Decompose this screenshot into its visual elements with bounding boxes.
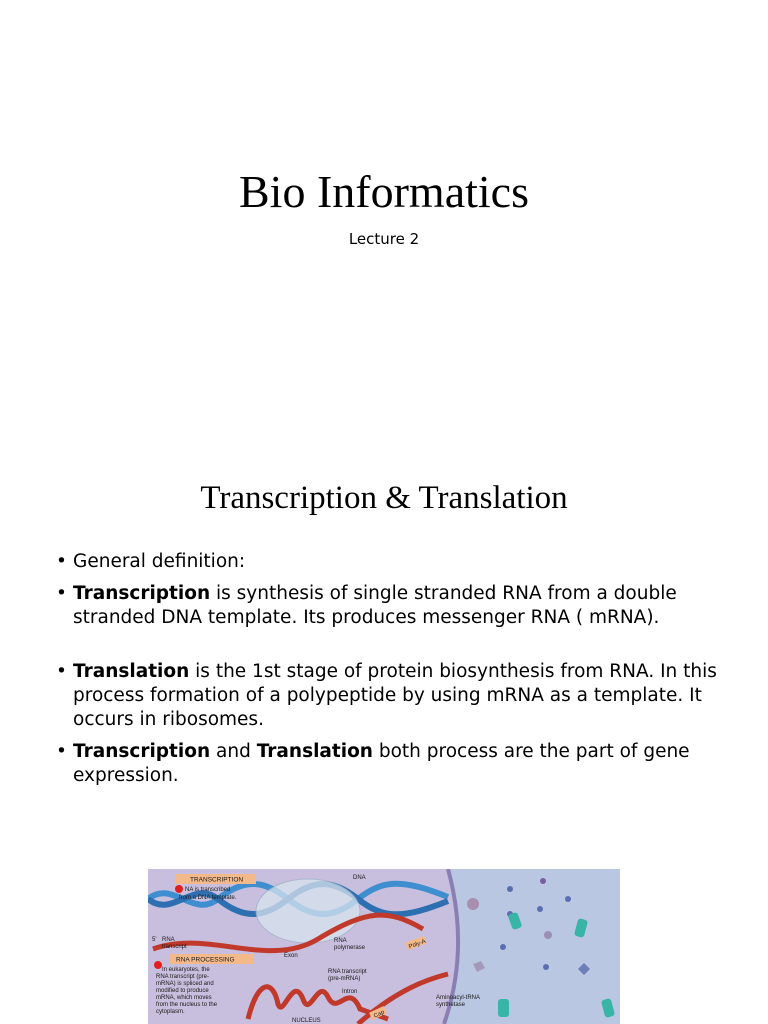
molecule-dot xyxy=(507,886,513,892)
trna-molecule xyxy=(574,918,588,938)
molecule-dot xyxy=(544,931,552,939)
label-eukaryotes-note: mRNA, which moves xyxy=(156,995,212,1001)
label-rna-processing: RNA PROCESSING xyxy=(176,956,235,964)
label-intron: Intron xyxy=(342,989,358,995)
ribosome-subunit xyxy=(467,898,479,910)
molecule-dot xyxy=(540,878,546,884)
slide-title: Bio Informatics xyxy=(239,166,529,217)
term-transcription: Transcription xyxy=(73,741,211,762)
label-dna: DNA xyxy=(353,875,366,881)
bullet-gene-expression xyxy=(56,740,746,788)
label-poly-a: Poly-A xyxy=(408,938,427,951)
label-cap: Cap xyxy=(373,1009,386,1020)
label-eukaryotes-note: RNA transcript (pre- xyxy=(156,974,210,980)
label-transcription-note: NA is transcribed xyxy=(185,887,231,893)
molecule-diamond xyxy=(578,963,590,975)
label-rna-transcript: RNA xyxy=(162,937,175,943)
label-exon: Exon xyxy=(284,953,298,959)
bullet-list xyxy=(56,550,746,788)
label-rna-polymerase: polymerase xyxy=(334,945,366,951)
term-translation: Translation xyxy=(256,741,373,762)
label-pre-mrna: (pre-mRNA) xyxy=(328,976,361,982)
molecule-dot xyxy=(565,896,571,902)
molecule-blob xyxy=(473,961,485,972)
diagram-illustration xyxy=(148,869,620,1024)
bullet-general-definition xyxy=(56,550,746,574)
label-rna-polymerase: RNA xyxy=(334,938,347,944)
label-eukaryotes-note: In eukaryotes, the xyxy=(162,967,210,973)
label-eukaryotes-note: mRNA) is spliced and xyxy=(156,981,214,987)
label-transcription-note: from a DNA template. xyxy=(179,895,237,901)
label-five-prime: 5' xyxy=(152,937,157,943)
label-eukaryotes-note: cytoplasm. xyxy=(156,1009,185,1015)
step-marker-2 xyxy=(154,961,162,969)
bullet-transcription xyxy=(56,582,746,630)
slide-subtitle: Lecture 2 xyxy=(348,230,420,248)
label-eukaryotes-note: modified to produce xyxy=(156,988,209,994)
label-synthetase: Aminoacyl-tRNA xyxy=(436,995,481,1001)
molecule-dot xyxy=(537,906,543,912)
term-transcription: Transcription xyxy=(73,583,211,604)
molecule-dot xyxy=(500,944,506,950)
bullet-text: both process are the part of gene expression. xyxy=(73,741,690,786)
label-nucleus: NUCLEUS xyxy=(292,1018,321,1024)
label-eukaryotes-note: from the nucleus to the xyxy=(156,1002,218,1008)
transcription-translation-diagram xyxy=(148,869,620,1024)
label-rna-transcript: transcript xyxy=(162,944,187,950)
step-marker-1 xyxy=(175,885,183,893)
label-transcription: TRANSCRIPTION xyxy=(190,876,244,884)
bullet-text: is the 1st stage of protein biosynthesis from RNA. In this process formation of a polypeptide by using mRNA as a template. It occurs in ribosomes. xyxy=(73,661,717,730)
section-title: Transcription & Translation xyxy=(200,480,568,516)
term-translation: Translation xyxy=(73,661,190,682)
molecule-dot xyxy=(543,964,549,970)
bullet-text: and xyxy=(210,741,257,762)
bullet-text: General definition: xyxy=(73,551,246,572)
bullet-text: is synthesis of single stranded RNA from a double stranded DNA template. Its produces messenger RNA ( mRNA). xyxy=(73,583,677,628)
label-pre-mrna: RNA transcript xyxy=(328,969,367,975)
trna-molecule xyxy=(498,999,509,1017)
rna-polymerase-bubble xyxy=(256,879,360,943)
label-synthetase: synthetase xyxy=(436,1002,466,1008)
bullet-translation xyxy=(56,660,746,732)
trna-molecule xyxy=(508,912,523,930)
trna-molecule xyxy=(601,998,615,1018)
